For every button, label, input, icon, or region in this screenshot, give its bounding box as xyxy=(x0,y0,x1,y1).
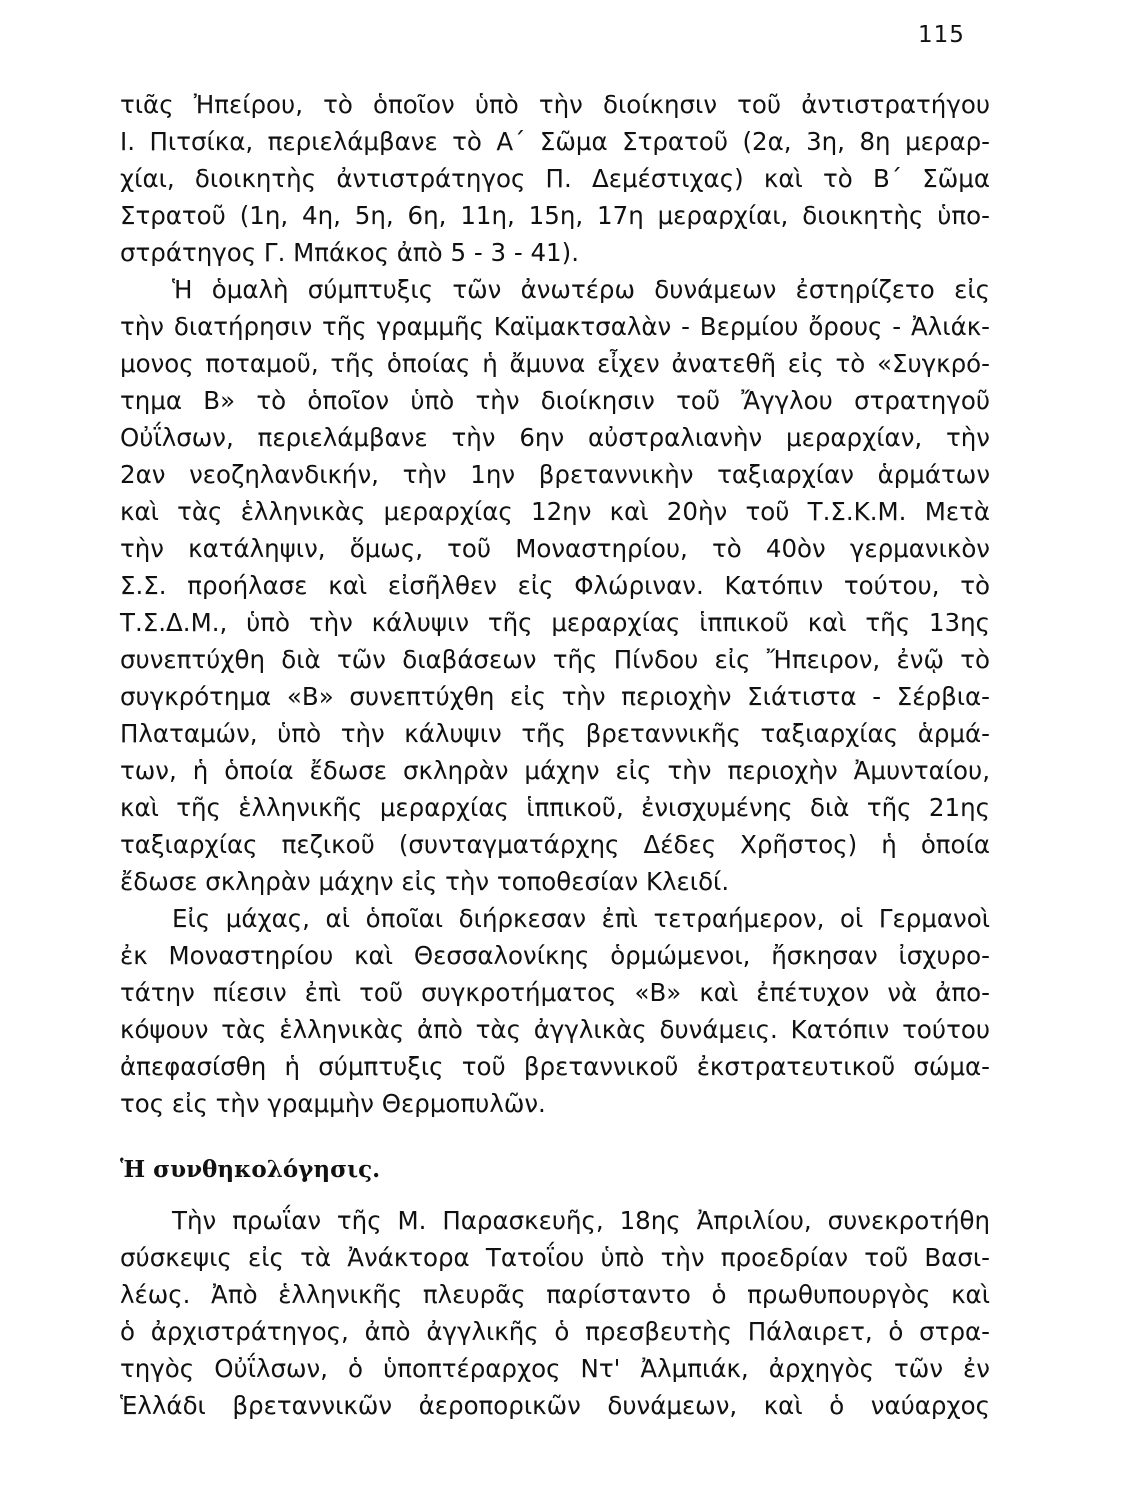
text-line: χίαι, διοικητὴς ἀντιστράτηγος Π. Δεμέστιχας) καὶ τὸ Β΄ Σῶμα xyxy=(120,164,990,193)
text-line: κόψουν τὰς ἑλληνικὰς ἀπὸ τὰς ἀγγλικὰς δυνάμεις. Κατόπιν τούτου xyxy=(120,1015,990,1044)
text-line: συνεπτύχθη διὰ τῶν διαβάσεων τῆς Πίνδου εἰς Ἤπειρον, ἐνῷ τὸ xyxy=(120,645,990,674)
section-heading: Ἡ συνθηκολόγησις. xyxy=(120,1156,381,1183)
text-line: τὴν διατήρησιν τῆς γραμμῆς Καϊμακτσαλὰν - Βερμίου ὄρους - Ἀλιάκ- xyxy=(120,312,990,341)
text-line: στράτηγος Γ. Μπάκος ἀπὸ 5 - 3 - 41). xyxy=(120,238,579,267)
text-line: Πλαταμών, ὑπὸ τὴν κάλυψιν τῆς βρεταννικῆς ταξιαρχίας ἁρμά- xyxy=(120,719,990,748)
text-line: Ἑλλάδι βρεταννικῶν ἀεροπορικῶν δυνάμεων, καὶ ὁ ναύαρχος xyxy=(120,1391,990,1420)
paragraph-3 xyxy=(120,900,990,1122)
text-line: σύσκεψις εἰς τὰ Ἀνάκτορα Τατοΐου ὑπὸ τὴν προεδρίαν τοῦ Βασι- xyxy=(120,1243,990,1272)
text-line: τηγὸς Οὐΐλσων, ὁ ὑποπτέραρχος Ντ' Ἀλμπιάκ, ἀρχηγὸς τῶν ἐν xyxy=(120,1354,990,1383)
text-line: ἀπεφασίσθη ἡ σύμπτυξις τοῦ βρεταννικοῦ ἐκστρατευτικοῦ σώμα- xyxy=(120,1052,990,1081)
text-line: Σ.Σ. προήλασε καὶ εἰσῆλθεν εἰς Φλώριναν. Κατόπιν τούτου, τὸ xyxy=(120,571,990,600)
body-text xyxy=(120,86,990,1424)
text-line: Τὴν πρωΐαν τῆς Μ. Παρασκευῆς, 18ης Ἀπριλίου, συνεκροτήθη xyxy=(172,1206,990,1235)
text-line: καὶ τῆς ἑλληνικῆς μεραρχίας ἱππικοῦ, ἐνισχυμένης διὰ τῆς 21ης xyxy=(120,793,990,822)
text-line: Ἡ ὁμαλὴ σύμπτυξις τῶν ἀνωτέρω δυνάμεων ἐστηρίζετο εἰς xyxy=(172,275,990,304)
text-line: Στρατοῦ (1η, 4η, 5η, 6η, 11η, 15η, 17η μεραρχίαι, διοικητὴς ὑπο- xyxy=(120,201,990,230)
text-line: Οὐΐλσων, περιελάμβανε τὴν 6ην αὐστραλιανὴν μεραρχίαν, τὴν xyxy=(120,423,990,452)
text-line: συγκρότημα «Β» συνεπτύχθη εἰς τὴν περιοχὴν Σιάτιστα - Σέρβια- xyxy=(120,682,990,711)
paragraph-4 xyxy=(120,1202,990,1424)
paragraph-1 xyxy=(120,86,990,271)
text-line: μονος ποταμοῦ, τῆς ὁποίας ἡ ἄμυνα εἶχεν ἀνατεθῆ εἰς τὸ «Συγκρό- xyxy=(120,349,990,378)
page-number: 115 xyxy=(918,22,965,48)
text-line: 2αν νεοζηλανδικήν, τὴν 1ην βρεταννικὴν ταξιαρχίαν ἁρμάτων xyxy=(120,460,990,489)
text-line: τάτην πίεσιν ἐπὶ τοῦ συγκροτήματος «Β» καὶ ἐπέτυχον νὰ ἀπο- xyxy=(120,978,990,1007)
text-line: τὴν κατάληψιν, ὅμως, τοῦ Μοναστηρίου, τὸ 40ὸν γερμανικὸν xyxy=(120,534,990,563)
text-line: τος εἰς τὴν γραμμὴν Θερμοπυλῶν. xyxy=(120,1089,546,1118)
text-line: ὁ ἀρχιστράτηγος, ἀπὸ ἀγγλικῆς ὁ πρεσβευτὴς Πάλαιρετ, ὁ στρα- xyxy=(120,1317,990,1346)
text-line: Ι. Πιτσίκα, περιελάμβανε τὸ Α΄ Σῶμα Στρατοῦ (2α, 3η, 8η μεραρ- xyxy=(120,127,990,156)
text-line: Εἰς μάχας, αἱ ὁποῖαι διήρκεσαν ἐπὶ τετραήμερον, οἱ Γερμανοὶ xyxy=(172,904,990,933)
paragraph-2 xyxy=(120,271,990,900)
text-line: ἐκ Μοναστηρίου καὶ Θεσσαλονίκης ὁρμώμενοι, ἤσκησαν ἰσχυρο- xyxy=(120,941,990,970)
text-line: τημα Β» τὸ ὁποῖον ὑπὸ τὴν διοίκησιν τοῦ Ἄγγλου στρατηγοῦ xyxy=(120,386,990,415)
text-line: ἔδωσε σκληρὰν μάχην εἰς τὴν τοποθεσίαν Κλειδί. xyxy=(120,867,730,896)
text-line: των, ἡ ὁποία ἔδωσε σκληρὰν μάχην εἰς τὴν περιοχὴν Ἀμυνταίου, xyxy=(120,756,990,785)
text-line: Τ.Σ.Δ.Μ., ὑπὸ τὴν κάλυψιν τῆς μεραρχίας ἱππικοῦ καὶ τῆς 13ης xyxy=(120,608,990,637)
text-line: τιᾶς Ἠπείρου, τὸ ὁποῖον ὑπὸ τὴν διοίκησιν τοῦ ἀντιστρατήγου xyxy=(120,90,990,119)
text-line: ταξιαρχίας πεζικοῦ (συνταγματάρχης Δέδες Χρῆστος) ἡ ὁποία xyxy=(120,830,990,859)
text-line: καὶ τὰς ἑλληνικὰς μεραρχίας 12ην καὶ 20ὴν τοῦ Τ.Σ.Κ.Μ. Μετὰ xyxy=(120,497,990,526)
text-line: λέως. Ἀπὸ ἑλληνικῆς πλευρᾶς παρίσταντο ὁ πρωθυπουργὸς καὶ xyxy=(120,1280,990,1309)
